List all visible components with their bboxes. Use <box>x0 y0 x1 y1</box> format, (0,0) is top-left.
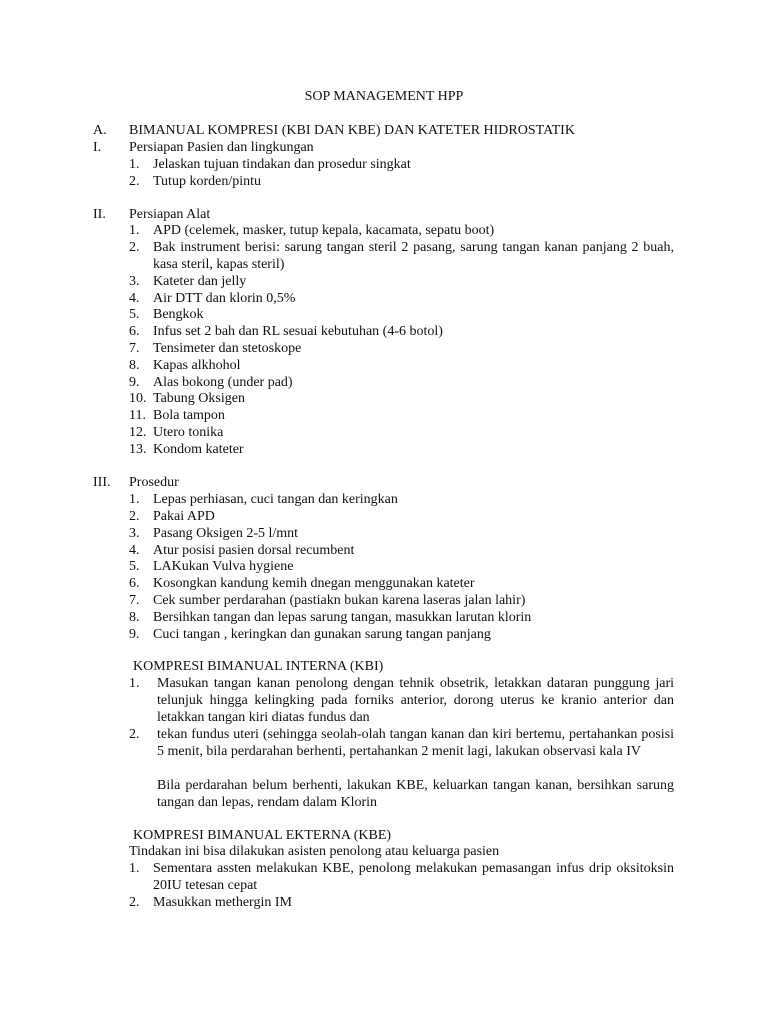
list-item <box>129 894 674 911</box>
list-text: Lepas perhiasan, cuci tangan dan keringkan <box>153 492 398 507</box>
list-text: Infus set 2 bah dan RL sesuai kebutuhan (4-6 botol) <box>153 324 443 339</box>
list-text: Bak instrument berisi: sarung tangan steril 2 pasang, sarung tangan kanan panjang 2 buah, kasa steril, kapas steril) <box>153 240 674 272</box>
list-item <box>129 542 674 559</box>
list-number: 12. <box>129 425 147 440</box>
list-number: 1. <box>129 492 140 507</box>
list-number: 4. <box>129 543 140 558</box>
list-text: Kondom kateter <box>153 442 244 457</box>
section-2-label: II. <box>93 207 106 222</box>
list-text: Tutup korden/pintu <box>153 174 261 189</box>
list-text: Bengkok <box>153 307 204 322</box>
list-number: 13. <box>129 442 147 457</box>
list-number: 6. <box>129 324 140 339</box>
list-number: 2. <box>129 895 140 910</box>
list-text: Sementara assten melakukan KBE, penolong melakukan pemasangan infus drip oksitoksin 20IU tetesan cepat <box>153 861 674 893</box>
list-text: Pasang Oksigen 2-5 l/mnt <box>153 526 299 541</box>
list-number: 9. <box>129 375 140 390</box>
section-a-label: A. <box>93 123 107 138</box>
list-text: Cek sumber perdarahan (pastiakn bukan karena laseras jalan lahir) <box>153 593 526 608</box>
section-3-label: III. <box>93 475 111 490</box>
list-number: 7. <box>129 341 140 356</box>
list-text: Cuci tangan , keringkan dan gunakan sarung tangan panjang <box>153 627 491 642</box>
section-1-heading: Persiapan Pasien dan lingkungan <box>129 140 314 155</box>
list-text: LAKukan Vulva hygiene <box>153 559 294 574</box>
list-item <box>129 626 674 643</box>
list-number: 3. <box>129 526 140 541</box>
kbi-heading: KOMPRESI BIMANUAL INTERNA (KBI) <box>133 659 384 674</box>
list-text: Alas bokong (under pad) <box>153 375 293 390</box>
list-item <box>129 424 674 441</box>
list-item <box>129 290 674 307</box>
list-item <box>129 726 674 760</box>
list-item <box>129 407 674 424</box>
list-number: 8. <box>129 358 140 373</box>
list-number: 2. <box>129 509 140 524</box>
list-text: tekan fundus uteri (sehingga seolah-olah tangan kanan dan kiri bertemu, pertahankan posisi 5 menit, bila perdarahan berhenti, pertahankan 2 menit lagi, lakukan observasi kala IV <box>157 727 674 759</box>
list-number: 6. <box>129 576 140 591</box>
list-item <box>129 860 674 894</box>
list-number: 5. <box>129 559 140 574</box>
kbi-continuation: Bila perdarahan belum berhenti, lakukan KBE, keluarkan tangan kanan, bersihkan sarung tangan dan lepas, rendam dalam Klorin <box>157 778 674 810</box>
list-text: Air DTT dan klorin 0,5% <box>153 291 296 306</box>
list-item <box>129 156 674 173</box>
list-item <box>129 173 674 190</box>
list-item <box>129 273 674 290</box>
list-text: Bersihkan tangan dan lepas sarung tangan, masukkan larutan klorin <box>153 610 532 625</box>
list-text: Bola tampon <box>153 408 225 423</box>
list-text: Kateter dan jelly <box>153 274 247 289</box>
list-item <box>129 609 674 626</box>
list-number: 8. <box>129 610 140 625</box>
list-text: Utero tonika <box>153 425 224 440</box>
list-text: Pakai APD <box>153 509 215 524</box>
list-item <box>129 390 674 407</box>
list-item <box>129 491 674 508</box>
list-text: Tensimeter dan stetoskope <box>153 341 302 356</box>
list-number: 3. <box>129 274 140 289</box>
list-number: 9. <box>129 627 140 642</box>
section-a-heading: BIMANUAL KOMPRESI (KBI DAN KBE) DAN KATETER HIDROSTATIK <box>129 123 575 138</box>
list-item <box>129 525 674 542</box>
list-text: Kapas alkhohol <box>153 358 241 373</box>
kbe-heading: KOMPRESI BIMANUAL EKTERNA (KBE) <box>133 828 392 843</box>
list-item <box>129 357 674 374</box>
list-number: 10. <box>129 391 147 406</box>
document-title: SOP MANAGEMENT HPP <box>304 89 464 104</box>
kbe-intro: Tindakan ini bisa dilakukan asisten penolong atau keluarga pasien <box>129 844 500 859</box>
list-item <box>129 323 674 340</box>
list-item <box>129 575 674 592</box>
list-number: 2. <box>129 727 140 742</box>
list-item <box>129 508 674 525</box>
list-item <box>129 239 674 273</box>
list-item <box>129 592 674 609</box>
list-item <box>129 340 674 357</box>
section-1-label: I. <box>93 140 102 155</box>
list-text: Kosongkan kandung kemih dnegan menggunakan kateter <box>153 576 475 591</box>
list-item <box>129 222 674 239</box>
list-text: Atur posisi pasien dorsal recumbent <box>153 543 355 558</box>
list-text: APD (celemek, masker, tutup kepala, kacamata, sepatu boot) <box>153 223 495 238</box>
section-3-heading: Prosedur <box>129 475 179 490</box>
list-text: Masukan tangan kanan penolong dengan tehnik obsetrik, letakkan dataran punggung jari telunjuk hingga kelingking pada forniks anterior, dorong uterus ke kranio anterior dan letakkan tangan kiri diatas fundus dan <box>157 676 674 725</box>
list-number: 5. <box>129 307 140 322</box>
list-text: Jelaskan tujuan tindakan dan prosedur singkat <box>153 157 411 172</box>
list-item <box>129 675 674 726</box>
section-2-heading: Persiapan Alat <box>129 207 211 222</box>
list-item <box>129 558 674 575</box>
list-number: 7. <box>129 593 140 608</box>
list-number: 1. <box>129 157 140 172</box>
list-number: 2. <box>129 174 140 189</box>
list-item <box>129 306 674 323</box>
list-number: 1. <box>129 861 140 876</box>
list-number: 1. <box>129 676 140 691</box>
list-text: Masukkan methergin IM <box>153 895 292 910</box>
list-number: 4. <box>129 291 140 306</box>
list-text: Tabung Oksigen <box>153 391 245 406</box>
list-number: 2. <box>129 240 140 255</box>
list-item <box>129 374 674 391</box>
list-number: 1. <box>129 223 140 238</box>
list-number: 11. <box>129 408 146 423</box>
list-item <box>129 441 674 458</box>
